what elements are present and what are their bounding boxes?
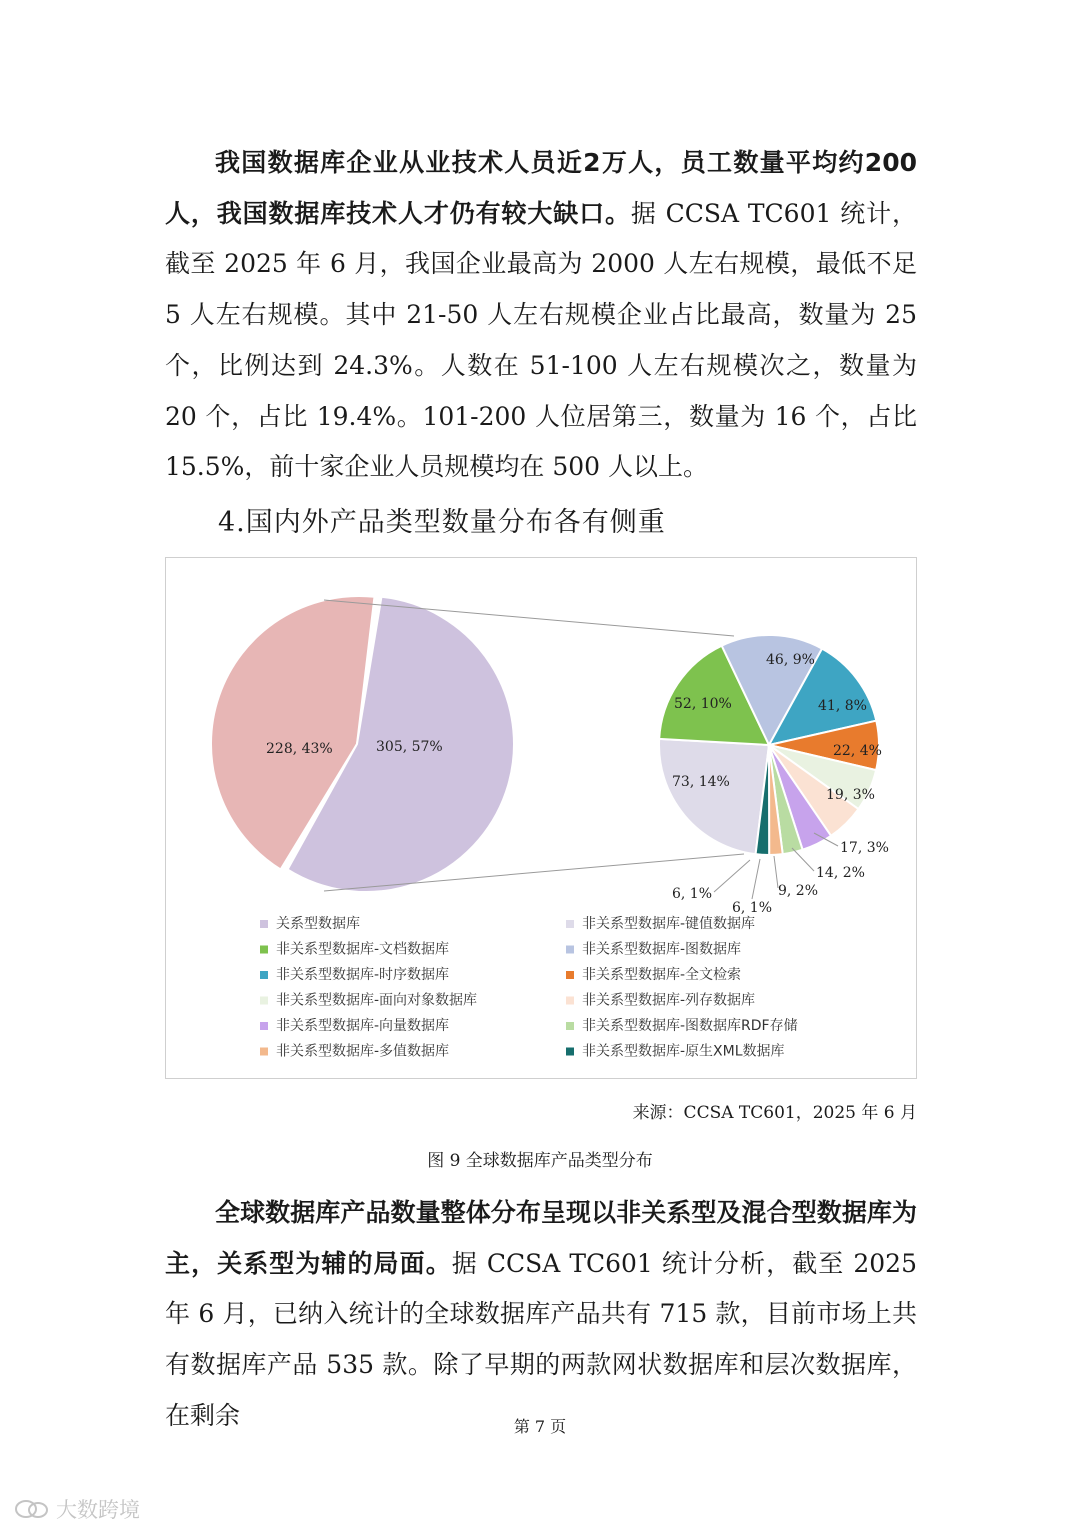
- legend-label-6: 非关系型数据库-面向对象数据库: [276, 992, 478, 1009]
- legend-label-9: 非关系型数据库-图数据库RDF存储: [582, 1018, 798, 1034]
- legend-label-1: 非关系型数据库-键值数据库: [582, 916, 756, 932]
- paragraph-distribution: [165, 1188, 917, 1442]
- sub-pie-label-8: 9, 2%: [778, 883, 819, 899]
- pie-label-305: 305, 57%: [376, 739, 443, 755]
- watermark-text: 大数跨境: [56, 1498, 140, 1522]
- sub-pie-leader-10: [714, 860, 750, 892]
- sub-pie-label-6: 17, 3%: [840, 840, 889, 856]
- paragraph-distribution-bold: 全球数据库产品数量整体分布呈现以非关系型及混合型数据库为主，关系型为辅的局面。: [165, 1198, 917, 1278]
- sub-pie-label-3: 41, 8%: [818, 698, 867, 714]
- sub-pie-leader-9: [752, 859, 760, 899]
- sub-pie-leader-7: [792, 848, 814, 871]
- pie-of-pie-chart: [166, 558, 918, 1080]
- watermark: [14, 1494, 140, 1524]
- legend-label-10: 非关系型数据库-多值数据库: [276, 1043, 450, 1060]
- legend-swatch-9: [566, 1022, 574, 1030]
- legend-label-0: 关系型数据库: [276, 916, 360, 932]
- legend-label-8: 非关系型数据库-向量数据库: [276, 1018, 450, 1034]
- chat-bubbles-icon: [14, 1498, 50, 1520]
- legend-swatch-10: [260, 1048, 268, 1056]
- paragraph-talent: [165, 138, 917, 493]
- legend-label-7: 非关系型数据库-列存数据库: [582, 992, 756, 1009]
- paragraph-distribution-body: 据 CCSA TC601 统计分析，截至 2025 年 6 月，已纳入统计的全球数据库产品共有 715 款，目前市场上共有数据库产品 535 款。除了早期的两款网状数据库和层次数据库，在剩余: [165, 1248, 917, 1430]
- legend-swatch-1: [566, 920, 574, 928]
- figure-caption: 图 9 全球数据库产品类型分布: [427, 1151, 653, 1171]
- legend-swatch-2: [260, 946, 268, 954]
- legend-label-3: 非关系型数据库-图数据库: [582, 941, 742, 958]
- paragraph-talent-body: 据 CCSA TC601 统计，截至 2025 年 6 月，我国企业最高为 2000 人左右规模，最低不足 5 人左右规模。其中 21-50 人左右规模企业占比最高，数量为 25 个，比例达到 24.3%。人数在 51-100 人左右规模次之，数量为 20 个，占比 19.4%。101-200 人位居第三，数量为 16 个，占比 15.5%，前十家企业人员规模均在 500 人以上。: [165, 198, 917, 482]
- legend-swatch-11: [566, 1048, 574, 1056]
- legend-swatch-0: [260, 920, 268, 928]
- legend-label-11: 非关系型数据库-原生XML数据库: [582, 1043, 785, 1060]
- sub-pie-label-2: 46, 9%: [766, 652, 815, 668]
- legend-swatch-4: [260, 971, 268, 979]
- sub-pie-label-1: 52, 10%: [674, 696, 732, 712]
- section-heading: 4.国内外产品类型数量分布各有侧重: [218, 507, 666, 538]
- sub-pie-label-9: 6, 1%: [732, 900, 773, 916]
- sub-pie-label-7: 14, 2%: [816, 865, 865, 881]
- sub-pie-label-0: 73, 14%: [672, 774, 730, 790]
- paragraph-talent-bold: 我国数据库企业从业技术人员近2万人，员工数量平均约200人，我国数据库技术人才仍有较大缺口。: [165, 148, 917, 228]
- sub-pie-label-10: 6, 1%: [672, 886, 713, 902]
- legend-swatch-6: [260, 997, 268, 1005]
- figure-box: [165, 557, 917, 1079]
- legend-label-5: 非关系型数据库-全文检索: [582, 967, 742, 983]
- legend-swatch-3: [566, 946, 574, 954]
- legend-swatch-8: [260, 1022, 268, 1030]
- legend-label-2: 非关系型数据库-文档数据库: [276, 941, 450, 958]
- sub-pie-slice-0: [659, 739, 769, 854]
- legend-swatch-5: [566, 971, 574, 979]
- sub-pie-label-5: 19, 3%: [826, 787, 875, 803]
- figure-source: 来源：CCSA TC601，2025 年 6 月: [632, 1103, 917, 1123]
- page-number: 第 7 页: [513, 1417, 567, 1436]
- sub-pie-label-4: 22, 4%: [833, 743, 882, 759]
- pie-label-228: 228, 43%: [266, 741, 333, 757]
- legend-swatch-7: [566, 997, 574, 1005]
- legend-label-4: 非关系型数据库-时序数据库: [276, 967, 450, 983]
